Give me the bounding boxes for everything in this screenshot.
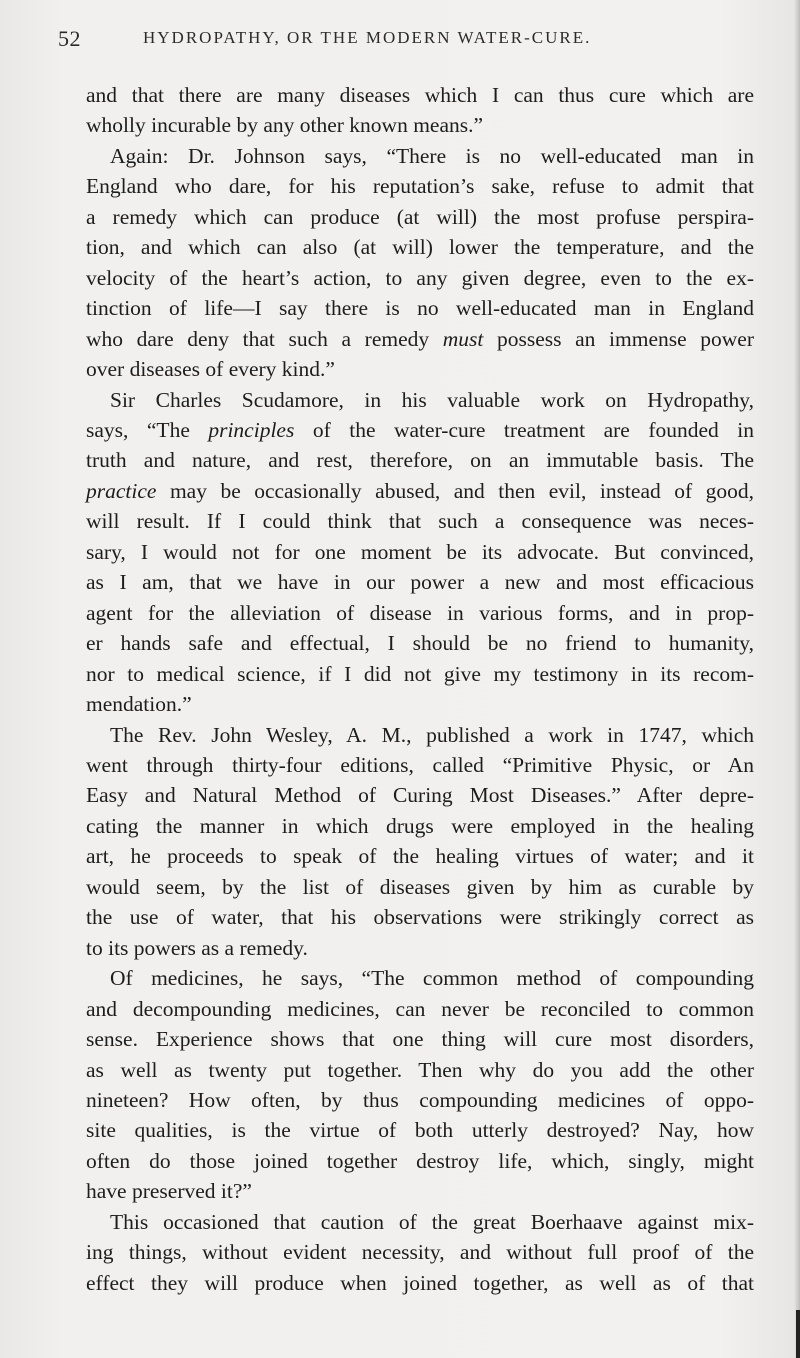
text-line: England who dare, for his reputation’s sake, refuse to admit that: [86, 174, 754, 199]
text-line: truth and nature, and rest, therefore, on an immutable basis. The: [86, 448, 754, 473]
text-line: will result. If I could think that such a consequence was neces-: [86, 509, 754, 534]
text-line: went through thirty-four editions, called “Primitive Physic, or An: [86, 752, 754, 777]
text-line: [86, 476, 754, 506]
text-line: a remedy which can produce (at will) the most profuse perspira-: [86, 204, 754, 229]
text-line: site qualities, is the virtue of both utterly destroyed? Nay, how: [86, 1118, 754, 1143]
text-line: The Rev. John Wesley, A. M., published a work in 1747, which: [110, 722, 754, 747]
text-line: to its powers as a remedy.: [86, 935, 308, 960]
text-line: and decompounding medicines, can never be reconciled to common: [86, 996, 754, 1021]
text-line: often do those joined together destroy life, which, singly, might: [86, 1148, 754, 1173]
text-fragment: may be occasionally abused, and then evil, instead of good,: [156, 478, 754, 503]
text-line: and that there are many diseases which I can thus cure which are: [86, 83, 754, 107]
text-body: [86, 80, 754, 1298]
text-fragment: says, “The: [86, 417, 209, 442]
text-line: mendation.”: [86, 692, 192, 717]
page-edge-shadow: [794, 0, 800, 1358]
text-fragment: possess an immense power: [483, 326, 754, 351]
text-line: Again: Dr. Johnson says, “There is no well-educated man in: [110, 143, 754, 168]
text-line: ing things, without evident necessity, and without full proof of the: [86, 1240, 754, 1265]
text-line: have preserved it?”: [86, 1179, 252, 1204]
emphasis: must: [442, 326, 484, 351]
emphasis: principles: [208, 417, 295, 442]
text-line: er hands safe and effectual, I should be no friend to humanity,: [86, 631, 754, 656]
running-head: [58, 26, 748, 56]
text-line: art, he proceeds to speak of the healing virtues of water; and it: [86, 844, 754, 869]
text-line: sense. Experience shows that one thing will cure most disorders,: [86, 1027, 754, 1052]
text-line: [86, 324, 754, 354]
running-title: HYDROPATHY, OR THE MODERN WATER-CURE.: [143, 28, 592, 47]
text-line: would seem, by the list of diseases given by him as curable by: [86, 874, 754, 899]
text-line: tion, and which can also (at will) lower the temperature, and the: [86, 235, 754, 260]
text-line: tinction of life—I say there is no well-educated man in England: [86, 296, 754, 321]
text-line: the use of water, that his observations were strikingly correct as: [86, 905, 754, 930]
text-line: [86, 415, 754, 445]
text-line: agent for the alleviation of disease in various forms, and in prop-: [86, 600, 754, 625]
text-line: nineteen? How often, by thus compounding medicines of oppo-: [86, 1087, 754, 1112]
text-line: velocity of the heart’s action, to any given degree, even to the ex-: [86, 265, 754, 290]
text-line: as I am, that we have in our power a new and most efficacious: [86, 570, 754, 595]
text-line: wholly incurable by any other known means.”: [86, 113, 484, 138]
text-line: Easy and Natural Method of Curing Most Diseases.” After depre-: [86, 783, 754, 808]
text-line: over diseases of every kind.”: [86, 357, 335, 382]
text-line: as well as twenty put together. Then why do you add the other: [86, 1057, 754, 1082]
text-line: effect they will produce when joined together, as well as of that: [86, 1270, 754, 1295]
text-line: Of medicines, he says, “The common method of compounding: [110, 966, 754, 991]
text-line: Sir Charles Scudamore, in his valuable work on Hydropathy,: [110, 387, 754, 412]
text-line: cating the manner in which drugs were employed in the healing: [86, 813, 754, 838]
text-line: This occasioned that caution of the great Boerhaave against mix-: [110, 1209, 754, 1234]
text-fragment: of the water-cure treatment are founded in: [294, 417, 754, 442]
page-edge-mark: [796, 1310, 800, 1358]
text-fragment: who dare deny that such a remedy: [86, 326, 443, 351]
emphasis: practice: [86, 478, 157, 503]
text-line: nor to medical science, if I did not give my testimony in its recom-: [86, 661, 754, 686]
text-line: sary, I would not for one moment be its advocate. But convinced,: [86, 539, 754, 564]
page-number: 52: [58, 26, 81, 51]
